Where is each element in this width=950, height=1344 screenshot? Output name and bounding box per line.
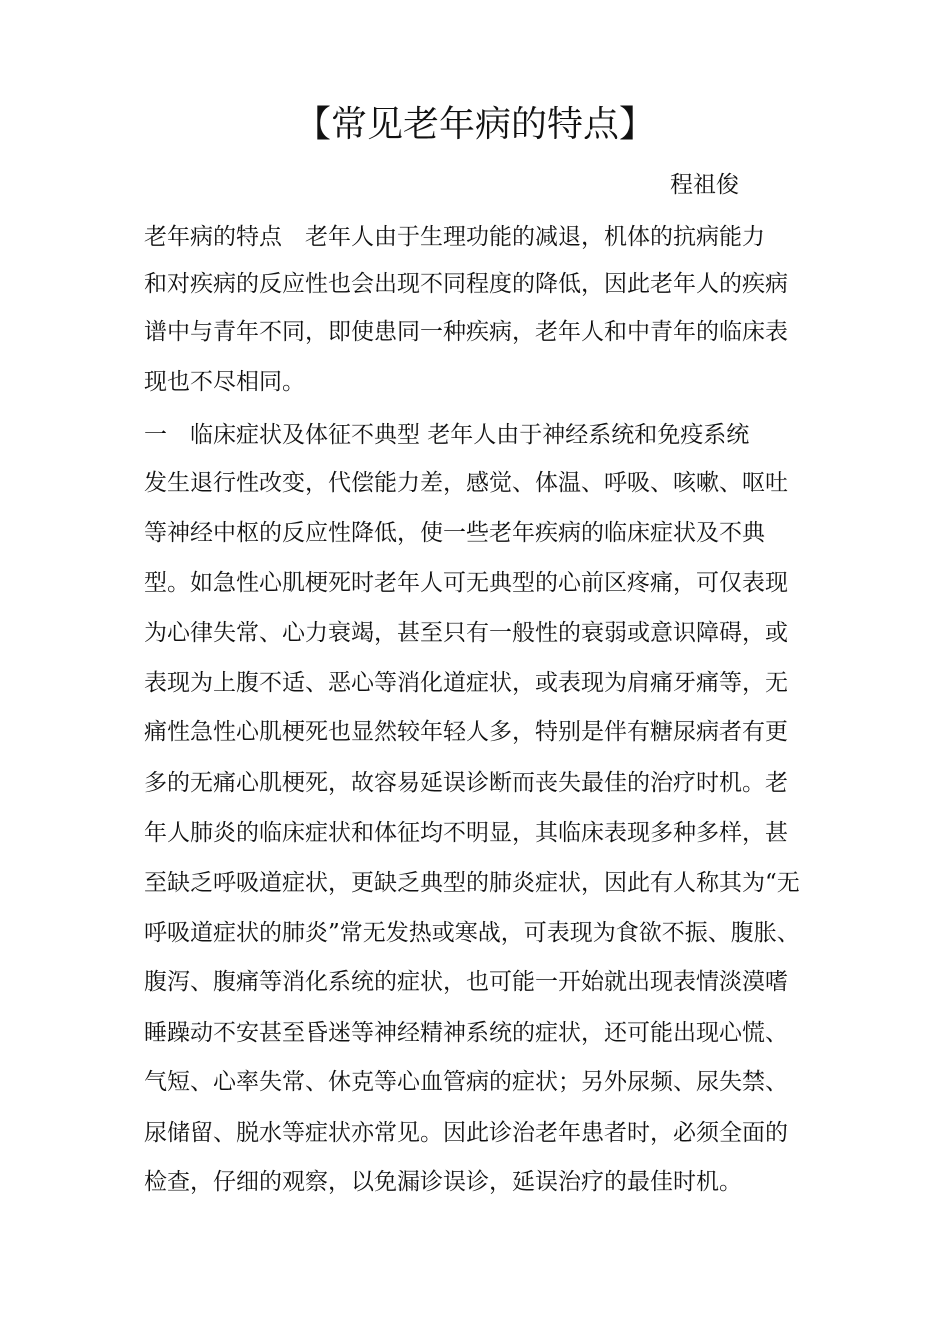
body-line: 现也不尽相同。 bbox=[144, 369, 305, 395]
body-line: 痛性急性心肌梗死也显然较年轻人多，特别是伴有糖尿病者有更 bbox=[144, 719, 788, 745]
body-line: 呼吸道症状的肺炎”常无发热或寒战，可表现为食欲不振、腹胀、 bbox=[144, 920, 800, 946]
author-name: 程祖俊 bbox=[670, 172, 739, 198]
body-line: 气短、心率失常、休克等心血管病的症状；另外尿频、尿失禁、 bbox=[144, 1069, 788, 1095]
body-line: 至缺乏呼吸道症状，更缺乏典型的肺炎症状，因此有人称其为“无 bbox=[144, 870, 800, 896]
body-line: 谱中与青年不同，即使患同一种疾病，老年人和中青年的临床表 bbox=[144, 319, 788, 345]
body-line: 和对疾病的反应性也会出现不同程度的降低，因此老年人的疾病 bbox=[144, 271, 788, 297]
body-line: 表现为上腹不适、恶心等消化道症状，或表现为肩痛牙痛等，无 bbox=[144, 670, 788, 696]
document-title: 【常见老年病的特点】 bbox=[294, 104, 655, 145]
body-line: 为心律失常、心力衰竭，甚至只有一般性的衰弱或意识障碍，或 bbox=[144, 620, 788, 646]
body-line: 尿储留、脱水等症状亦常见。因此诊治老年患者时，必须全面的 bbox=[144, 1120, 788, 1146]
body-line: 年人肺炎的临床症状和体征均不明显，其临床表现多种多样，甚 bbox=[144, 820, 788, 846]
body-line: 一 临床症状及体征不典型 老年人由于神经系统和免疫系统 bbox=[144, 422, 750, 448]
body-line: 腹泻、腹痛等消化系统的症状，也可能一开始就出现表情淡漠嗜 bbox=[144, 969, 788, 995]
body-line: 等神经中枢的反应性降低，使一些老年疾病的临床症状及不典 bbox=[144, 520, 765, 546]
body-line: 检查，仔细的观察，以免漏诊误诊，延误治疗的最佳时机。 bbox=[144, 1169, 742, 1195]
body-line: 型。如急性心肌梗死时老年人可无典型的心前区疼痛，可仅表现 bbox=[144, 570, 788, 596]
body-line: 老年病的特点 老年人由于生理功能的减退，机体的抗病能力 bbox=[144, 224, 765, 250]
body-line: 发生退行性改变，代偿能力差，感觉、体温、呼吸、咳嗽、呕吐 bbox=[144, 470, 788, 496]
body-line: 睡躁动不安甚至昏迷等神经精神系统的症状，还可能出现心慌、 bbox=[144, 1020, 788, 1046]
body-line: 多的无痛心肌梗死，故容易延误诊断而丧失最佳的治疗时机。老 bbox=[144, 770, 788, 796]
